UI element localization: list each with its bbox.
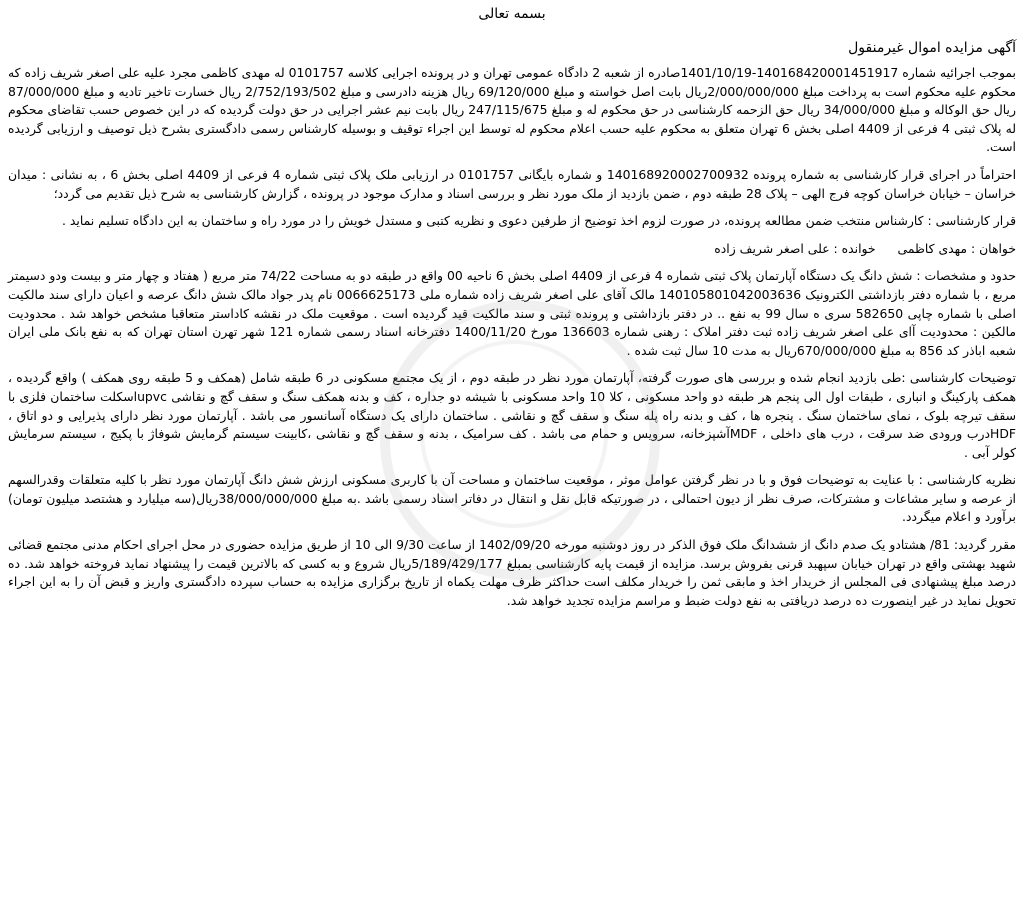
defendant-text: خوانده : علی اصغر شریف زاده (714, 240, 876, 256)
plaintiff-text: خواهان : مهدی کاظمی (897, 240, 1016, 256)
expert-order-paragraph: قرار کارشناسی : کارشناس منتخب ضمن مطالعه پرونده، در صورت لزوم اخذ توضیح از طرفین دعوی و نظریه کتبی و مستدل خویش را در مورد راه و ساختمان به این دادگاه تسلیم نماید . (62, 213, 1016, 229)
expert-opinion-paragraph: نظریه کارشناسی : با عنایت به توضیحات فوق و با در نظر گرفتن عوامل موثر ، موقعیت ساختمان و مساحت آن با کاربری مسکونی ارزش شش دانگ آپارتمان مورد نظر با کلیه متعلقات وقدرالسهم از عرصه و سایر مشاعات و مشترکات، صرف نظر از دیون احتمالی ، در صورتیکه قابل نقل و انتقال در دفاتر اسناد رسمی باشد .به مبلغ 38/000/000/000ریال(سه میلیارد و هشتصد میلیون تومان) برآورد و اعلام میگردد. (8, 472, 1016, 525)
property-specs-paragraph: حدود و مشخصات : شش دانگ یک دستگاه آپارتمان پلاک ثبتی شماره 4 فرعی از 4409 اصلی بخش 6 ناحیه 00 واقع در طبقه دو به مساحت 74/22 متر مربع ( هفتاد و چهار متر و بیست ودو دسیمتر مربع ، با شماره دفتر بازداشتی الکترونیک 140105801042003636 مالک آقای علی اصغر شریف زاده شماره ملی 0066625173 نام پدر جواد مالک شش دانگ عرصه و اعیان دارای سند مالکیت اصلی با شماره چاپی 582650 سری ه سال 99 به نفع .. در دفتر بازداشتی و پرونده ثبتی و سند مالکیت قید گردیده است . موقعیت ملک در نقشه کاداستر متعاقبا مشخص خواهد شد . محدودیت مالکین : محدودیت آای علی اصغر شریف زاده ثبت دفتر املاک : رهنی شماره 136603 مورخ 1400/11/20 دفترخانه اسناد رسمی شماره 121 شهر تهرن استان تهران که به نفع بانک ملی ایران شعبه اباذر کد 856 به مبلغ 670/000/000ریال به مدت 10 سال ثبت شده . (8, 268, 1016, 358)
execution-order-paragraph: بموجب اجرائیه شماره 140168420001451917-1401/10/19صادره از شعبه 2 دادگاه عمومی تهران و در پرونده اجرایی کلاسه 0101757 له مهدی کاظمی مجرد علیه علی اصغر شریف زاده که محکوم علیه محکوم است به پرداخت مبلغ 2/000/000/000ریال بابت اصل خواسته و مبلغ 69/120/000 ریال هزینه دادرسی و مبلغ 2/752/193/502 ریال خسارت تاخیر تادیه و مبلغ 87/000/000 ریال حق الوکاله و مبلغ 34/000/000 ریال حق الزحمه کارشناسی در حق محکوم له و مبلغ 247/115/675 ریال بابت نیم عشر اجرایی در حق دولت گردیده که در این خصوص حسب تقاضای محکوم له پلاک ثبتی 4 فرعی از 4409 اصلی بخش 6 تهران متعلق به محکوم علیه حسب اعلام محکوم له توسط این اجراء توقیف و بوسیله کارشناس رسمی دادگستری بشرح ذیل توصیف و ارزیابی گردیده است. (8, 65, 1017, 155)
auction-terms-paragraph: مقرر گردید: 81/ هشتادو یک صدم دانگ از ششدانگ ملک فوق الذکر در روز دوشنبه مورخه 1402/09/20 از ساعت 9/30 الی 10 از طریق مزایده حضوری در محل اجرای احکام مدنی مجتمع قضائی شهید بهشتی واقع در تهران خیابان سپهبد قرنی بفروش برسد. مزایده از قیمت پایه کارشناسی بمبلغ 5/189/429/177ریال شروع و به کسی که بالاترین قیمت را پیشنهاد نماید فروخته خواهد شد. ده درصد مبلغ پیشنهادی فی المجلس از خریدار اخذ و مابقی ثمن را خریدار مکلف است حداکثر ظرف مهلت یکماه از تاریخ برگزاری مزایده به حساب سپرده دادگستری واریز و قبض آن را به این اجراء تحویل نماید در غیر اینصورت ده درصد دریافتی به نفع دولت ضبط و مراسم مزایده تجدید خواهد شد. (8, 537, 1017, 608)
basmala-heading: بسمه تعالی (478, 6, 546, 22)
expert-description-paragraph: توضیحات کارشناسی :طی بازدید انجام شده و بررسی های صورت گرفته، آپارتمان مورد نظر در طبقه دوم ، از یک مجتمع مسکونی در 6 طبقه شامل (همکف و 5 طبقه روی همکف ) واقع گردیده ، همکف پارکینگ و انباری ، طبقات اول الی پنجم هر طبقه دو واحد مسکونی ، کلا 10 واحد مسکونی با شیشه دو جداره ، کف و بدنه همکف سنگ و سقف گچ و نقاشی upvcاسکلت ساختمان فلزی با سقف تیرچه بلوک ، نمای ساختمان سنگ . پنجره ها ، کف و بدنه راه پله سنگ و سقف گچ و نقاشی . ساختمان دارای یک دستگاه آسانسور می باشد . آپارتمان مورد نظر دارای پذیرایی و دو اتاق ، HDFدرب ورودی ضد سرقت ، درب های داخلی ، MDFآشپزخانه، سرویس و حمام می باشد . کف سرامیک ، بدنه و سقف گچ و نقاشی ،کابینت سیستم گرمایش شوفاژ با پکیج ، سیستم سرمایش کولر آبی . (8, 370, 1017, 460)
expert-assignment-paragraph: احتراماً در اجرای قرار کارشناسی به شماره پرونده 140168920002700932 و شماره بایگانی 0101757 در ارزیابی ملک پلاک ثبتی شماره 4 فرعی از 4409 اصلی بخش 6 ، به نشانی : میدان خراسان – خیابان خراسان کوچه فرج الهی – پلاک 28 طبقه دوم ، ضمن بازدید از ملک مورد نظر و بررسی اسناد و مدارک موجود در پرونده ، گزارش کارشناسی به شرح ذیل تقدیم می گردد؛ (8, 166, 1017, 201)
parties-line (8, 240, 1016, 259)
ad-title: آگهی مزایده اموال غیرمنقول (848, 40, 1016, 56)
